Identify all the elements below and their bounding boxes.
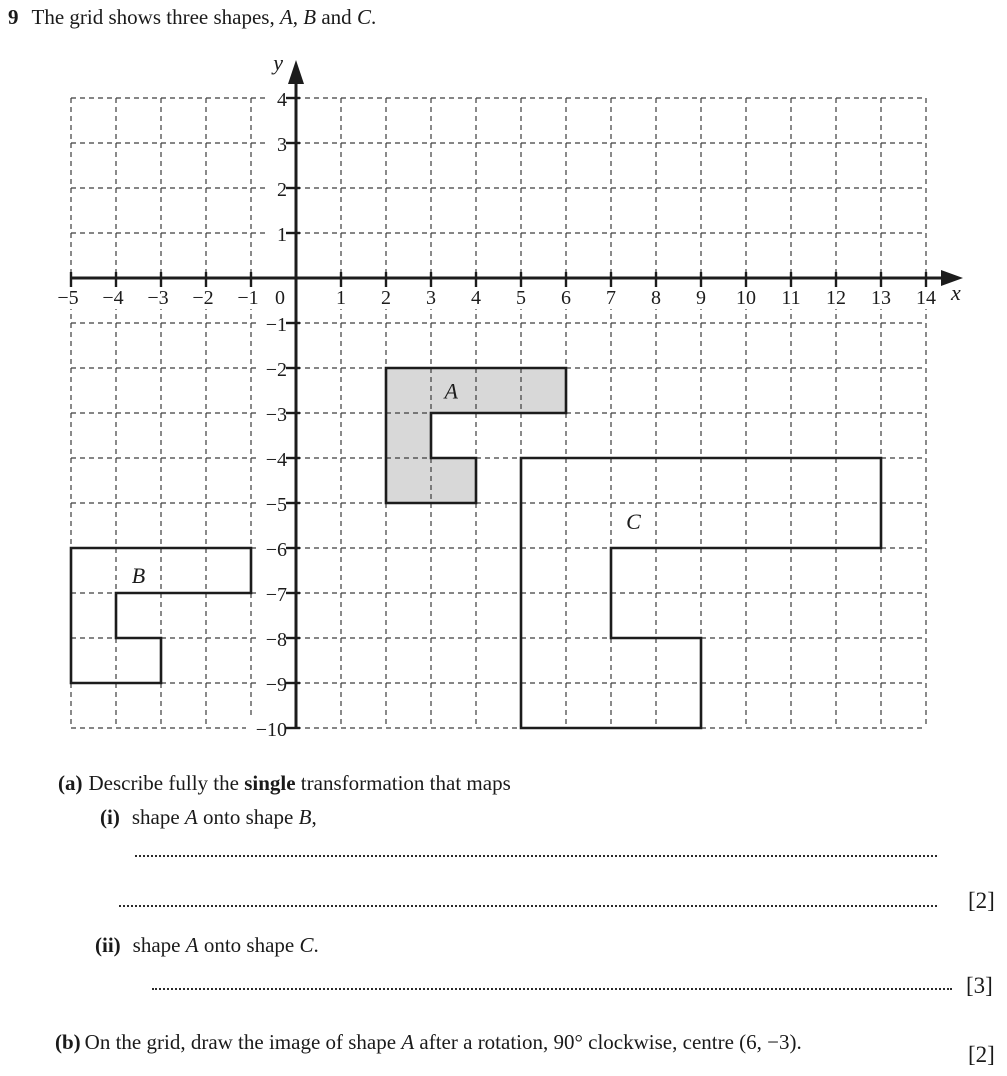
x-tick-label: 6 bbox=[561, 287, 571, 309]
part-a bbox=[58, 770, 511, 796]
part-a-text-bold: single bbox=[244, 771, 296, 795]
part-a-i-text: shape bbox=[131, 805, 185, 829]
x-tick-label: −1 bbox=[237, 287, 259, 309]
x-tick-label: 10 bbox=[736, 287, 756, 309]
y-tick-label: −5 bbox=[265, 494, 287, 516]
x-tick-label: −4 bbox=[102, 287, 124, 309]
y-tick-label: −10 bbox=[255, 719, 287, 741]
part-a-i-end: , bbox=[311, 805, 317, 829]
answer-line-a-i-1[interactable] bbox=[135, 855, 937, 857]
x-tick-label: 13 bbox=[871, 287, 891, 309]
mark-b: [2] bbox=[968, 1042, 995, 1067]
part-a-text-pre: Describe fully the bbox=[88, 771, 245, 795]
y-tick-label: −1 bbox=[265, 314, 287, 336]
answer-line-a-ii[interactable] bbox=[152, 988, 952, 990]
x-tick-label: 14 bbox=[916, 287, 936, 309]
x-tick-label: 2 bbox=[381, 287, 391, 309]
part-b-label: (b) bbox=[55, 1030, 81, 1054]
question-number: 9 bbox=[8, 5, 19, 29]
origin-label: 0 bbox=[275, 287, 285, 309]
part-a-ii-text: shape bbox=[132, 933, 186, 957]
x-tick-label: 11 bbox=[781, 287, 801, 309]
y-tick-label: 4 bbox=[277, 89, 287, 111]
part-a-i-mid: onto shape bbox=[197, 805, 299, 829]
part-a-ii-shape-c: C bbox=[299, 933, 314, 957]
x-tick-label: 4 bbox=[471, 287, 481, 309]
part-b-text-post: after a rotation, 90° clockwise, centre (6, −3). bbox=[414, 1030, 802, 1054]
x-tick-label: −2 bbox=[192, 287, 214, 309]
x-tick-label: 9 bbox=[696, 287, 706, 309]
shape-A-label: A bbox=[444, 378, 458, 404]
part-a-i-shape-a: A bbox=[184, 805, 198, 829]
y-axis-arrow-icon bbox=[288, 60, 304, 84]
y-tick-label: −7 bbox=[265, 584, 287, 606]
y-tick-label: −9 bbox=[265, 674, 287, 696]
y-tick-label: −2 bbox=[265, 359, 287, 381]
x-tick-label: 7 bbox=[606, 287, 616, 309]
part-a-i-shape-b: B bbox=[298, 805, 312, 829]
part-a-ii-end: . bbox=[313, 933, 319, 957]
x-tick-label: −5 bbox=[57, 287, 79, 309]
title-shape-b: B bbox=[303, 5, 317, 29]
title-sep2: and bbox=[316, 5, 357, 29]
y-tick-label: −6 bbox=[265, 539, 287, 561]
x-tick-label: 1 bbox=[336, 287, 346, 309]
mark-a-i: [2] bbox=[968, 888, 995, 913]
part-a-label: (a) bbox=[58, 771, 83, 795]
part-b bbox=[55, 1029, 802, 1055]
part-b-shape-a: A bbox=[401, 1030, 415, 1054]
x-tick-label: 8 bbox=[651, 287, 661, 309]
part-a-ii-shape-a: A bbox=[185, 933, 199, 957]
x-axis-letter: x bbox=[951, 280, 961, 305]
part-b-text-pre: On the grid, draw the image of shape bbox=[84, 1030, 402, 1054]
part-a-i bbox=[100, 804, 317, 830]
part-a-ii-label: (ii) bbox=[95, 933, 121, 957]
part-a-ii-mid: onto shape bbox=[198, 933, 300, 957]
y-tick-label: 3 bbox=[277, 134, 287, 156]
x-tick-label: 3 bbox=[426, 287, 436, 309]
mark-a-ii: [3] bbox=[966, 973, 993, 998]
shape-B-label: B bbox=[131, 563, 146, 588]
y-tick-label: 1 bbox=[277, 224, 287, 246]
y-tick-label: 2 bbox=[277, 179, 287, 201]
title-text: The grid shows three shapes, bbox=[31, 5, 280, 29]
title-sep: , bbox=[292, 5, 304, 29]
y-tick-label: −8 bbox=[265, 629, 287, 651]
title-shape-a: A bbox=[279, 5, 293, 29]
title-shape-c: C bbox=[356, 5, 371, 29]
part-a-ii bbox=[95, 932, 319, 958]
x-tick-label: −3 bbox=[147, 287, 169, 309]
part-a-i-label: (i) bbox=[100, 805, 120, 829]
y-axis-letter: y bbox=[273, 50, 283, 75]
shape-C-label: C bbox=[626, 509, 641, 534]
y-tick-label: −4 bbox=[265, 449, 287, 471]
x-tick-label: 12 bbox=[826, 287, 846, 309]
y-tick-label: −3 bbox=[265, 404, 287, 426]
x-tick-label: 5 bbox=[516, 287, 526, 309]
answer-line-a-i-2[interactable] bbox=[119, 905, 937, 907]
title-end: . bbox=[370, 5, 377, 29]
part-a-text-post: transformation that maps bbox=[295, 771, 511, 795]
